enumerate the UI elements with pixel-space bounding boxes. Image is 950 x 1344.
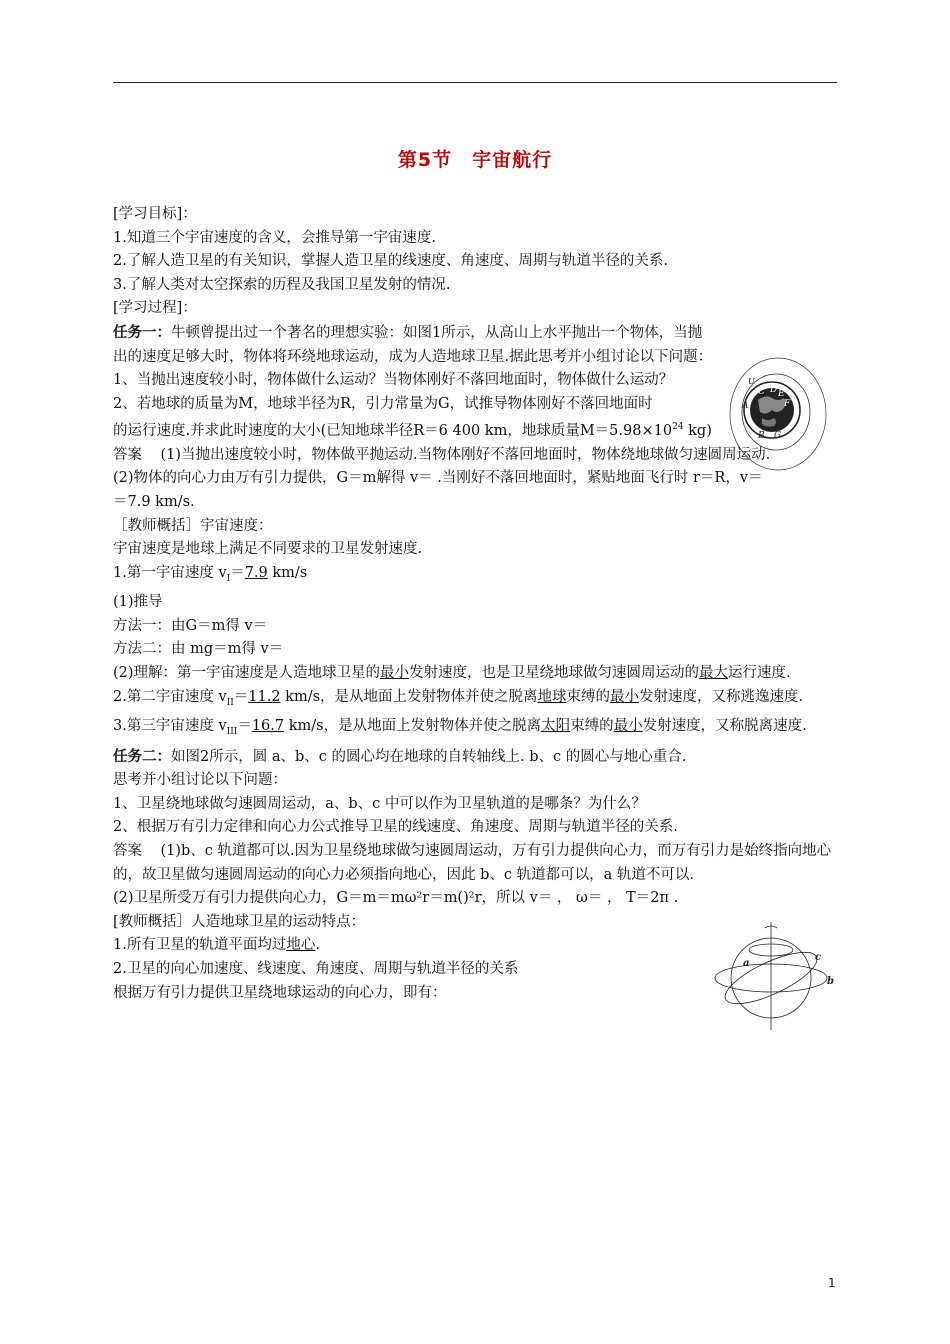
second-cosmic-velocity: 2.第二宇宙速度 $v_{II}=11.2$ km/s，是从地面上发射物体并使之脱离地球束缚的最小发射速度，又称逃逸速度. bbox=[113, 688, 804, 708]
process-header: [学习过程]： bbox=[113, 300, 197, 317]
fig1-label-g: G bbox=[774, 431, 782, 441]
derivation-header: (1)推导 bbox=[113, 594, 163, 611]
task2-label: 任务二： bbox=[113, 747, 171, 765]
fig2-label-b: b bbox=[827, 976, 834, 987]
understanding: (2)理解：第一宇宙速度是人造地球卫星的最小发射速度，也是卫星绕地球做匀速圆周运动的最大运行速度. bbox=[113, 665, 791, 681]
task1-label: 任务一： bbox=[113, 323, 171, 341]
third-cosmic-velocity: 3.第三宇宙速度 $v_{III}=16.7$ km/s，是从地面上发射物体并使之脱离太阳束缚的最小发射速度，又称脱离速度. bbox=[113, 718, 807, 737]
document-body bbox=[113, 203, 839, 1005]
task2-question-2: 2、根据万有引力定律和向心力公式推导卫星的线速度、角速度、周期与轨道半径的关系. bbox=[113, 819, 678, 836]
goals-header: [学习目标]： bbox=[113, 206, 197, 222]
fig2-label-a: a bbox=[743, 958, 750, 969]
task2-answer-2: (2)卫星所受万有引力提供向心力，G＝m＝mω²r＝m()²r，所以 v＝ ， ω＝ ， T＝2π . bbox=[113, 890, 679, 907]
task1-answer-1: 答案 (1)当抛出速度较小时，物体做平抛运动.当物体刚好不落回地面时，物体绕地球做匀速圆周运动. bbox=[113, 446, 771, 463]
fig1-label-a: A bbox=[742, 401, 749, 411]
task2-question-1: 1、卫星绕地球做匀速圆周运动，a、b、c 中可以作为卫星轨道的是哪条？为什么？ bbox=[113, 795, 646, 812]
task1-answer-2: (2)物体的向心力由万有引力提供，G＝m解得 v＝ .当刚好不落回地面时，紧贴地面飞行时 r＝R，v＝ bbox=[113, 470, 763, 487]
task1-question-1: 1、当抛出速度较小时，物体做什么运动？当物体刚好不落回地面时，物体做什么运动？ bbox=[113, 372, 674, 389]
task2-answer-1: 答案 (1)b、c 轨道都可以.因为卫星绕地球做匀速圆周运动，万有引力提供向心力，而万有引力是始终指向地心的，故卫星做匀速圆周运动的向心力必须指向地心，因此 b、c 轨道都可以，a 轨道不可以. bbox=[113, 842, 832, 883]
summary1-header: ［教师概括］宇宙速度： bbox=[113, 517, 273, 534]
page-title bbox=[0, 145, 950, 172]
fig1-label-u: U bbox=[748, 377, 755, 386]
fig1-label-b: B bbox=[758, 431, 765, 441]
summary1-definition: 宇宙速度是地球上满足不同要求的卫星发射速度. bbox=[113, 541, 423, 558]
fig2-label-c: c bbox=[815, 952, 822, 963]
summary2-header: [教师概括］人造地球卫星的运动特点： bbox=[113, 913, 366, 930]
section-number: 第5节 bbox=[397, 149, 453, 171]
fig1-label-c: C bbox=[758, 387, 765, 397]
task1-answer-2-cont: ＝7.9 km/s. bbox=[113, 493, 195, 510]
figure-2-satellite-orbits bbox=[713, 920, 835, 1032]
task1-question-2: 2、若地球的质量为M，地球半径为R，引力常量为G，试推导物体刚好不落回地面时 bbox=[113, 395, 653, 412]
method-2: 方法二：由 mg＝m得 v＝ bbox=[113, 641, 284, 658]
goal-item-3: 3.了解人类对太空探索的历程及我国卫星发射的情况. bbox=[113, 276, 451, 293]
summary2-item-2: 2.卫星的向心加速度、线速度、角速度、周期与轨道半径的关系 bbox=[113, 960, 519, 977]
fig1-label-e: E bbox=[778, 389, 785, 399]
fig1-label-d: D bbox=[770, 385, 778, 395]
summary2-item-1: 1.所有卫星的轨道平面均过地心. bbox=[113, 937, 320, 954]
figure-1-newton-cannon bbox=[728, 356, 828, 472]
first-cosmic-velocity: 1.第一宇宙速度 $v_I=7.9$ km/s bbox=[113, 564, 308, 584]
goal-item-1: 1.知道三个宇宙速度的含义，会推导第一宇宙速度. bbox=[113, 229, 436, 246]
task1-question-2-cont: 的运行速度.并求此时速度的大小(已知地球半径R＝6 400 km，地球质量$M=5.98\times 10^{24}$ kg) bbox=[113, 422, 712, 440]
method-1: 方法一：由G＝m得 v＝ bbox=[113, 617, 268, 634]
summary2-item-3: 根据万有引力提供卫星绕地球运动的向心力，即有： bbox=[113, 984, 447, 1001]
task2-intro: 任务二：如图2所示，圆 a、b、c 的圆心均在地球的自转轴线上. b、c 的圆心与地心重合. 思考并小组讨论以下问题： bbox=[113, 747, 687, 789]
goal-item-2: 2.了解人造卫星的有关知识，掌握人造卫星的线速度、角速度、周期与轨道半径的关系. bbox=[113, 253, 668, 270]
task1-intro: 任务一：牛顿曾提出过一个著名的理想实验：如图1所示，从高山上水平抛出一个物体，当抛出的速度足够大时，物体将环绕地球运动，成为人造地球卫星.据此思考并小组讨论以下问题： bbox=[113, 323, 713, 365]
header-rule bbox=[113, 82, 837, 83]
fig1-label-f: F bbox=[784, 399, 791, 409]
section-name: 宇宙航行 bbox=[472, 149, 553, 171]
page-number: 1 bbox=[828, 1276, 836, 1290]
